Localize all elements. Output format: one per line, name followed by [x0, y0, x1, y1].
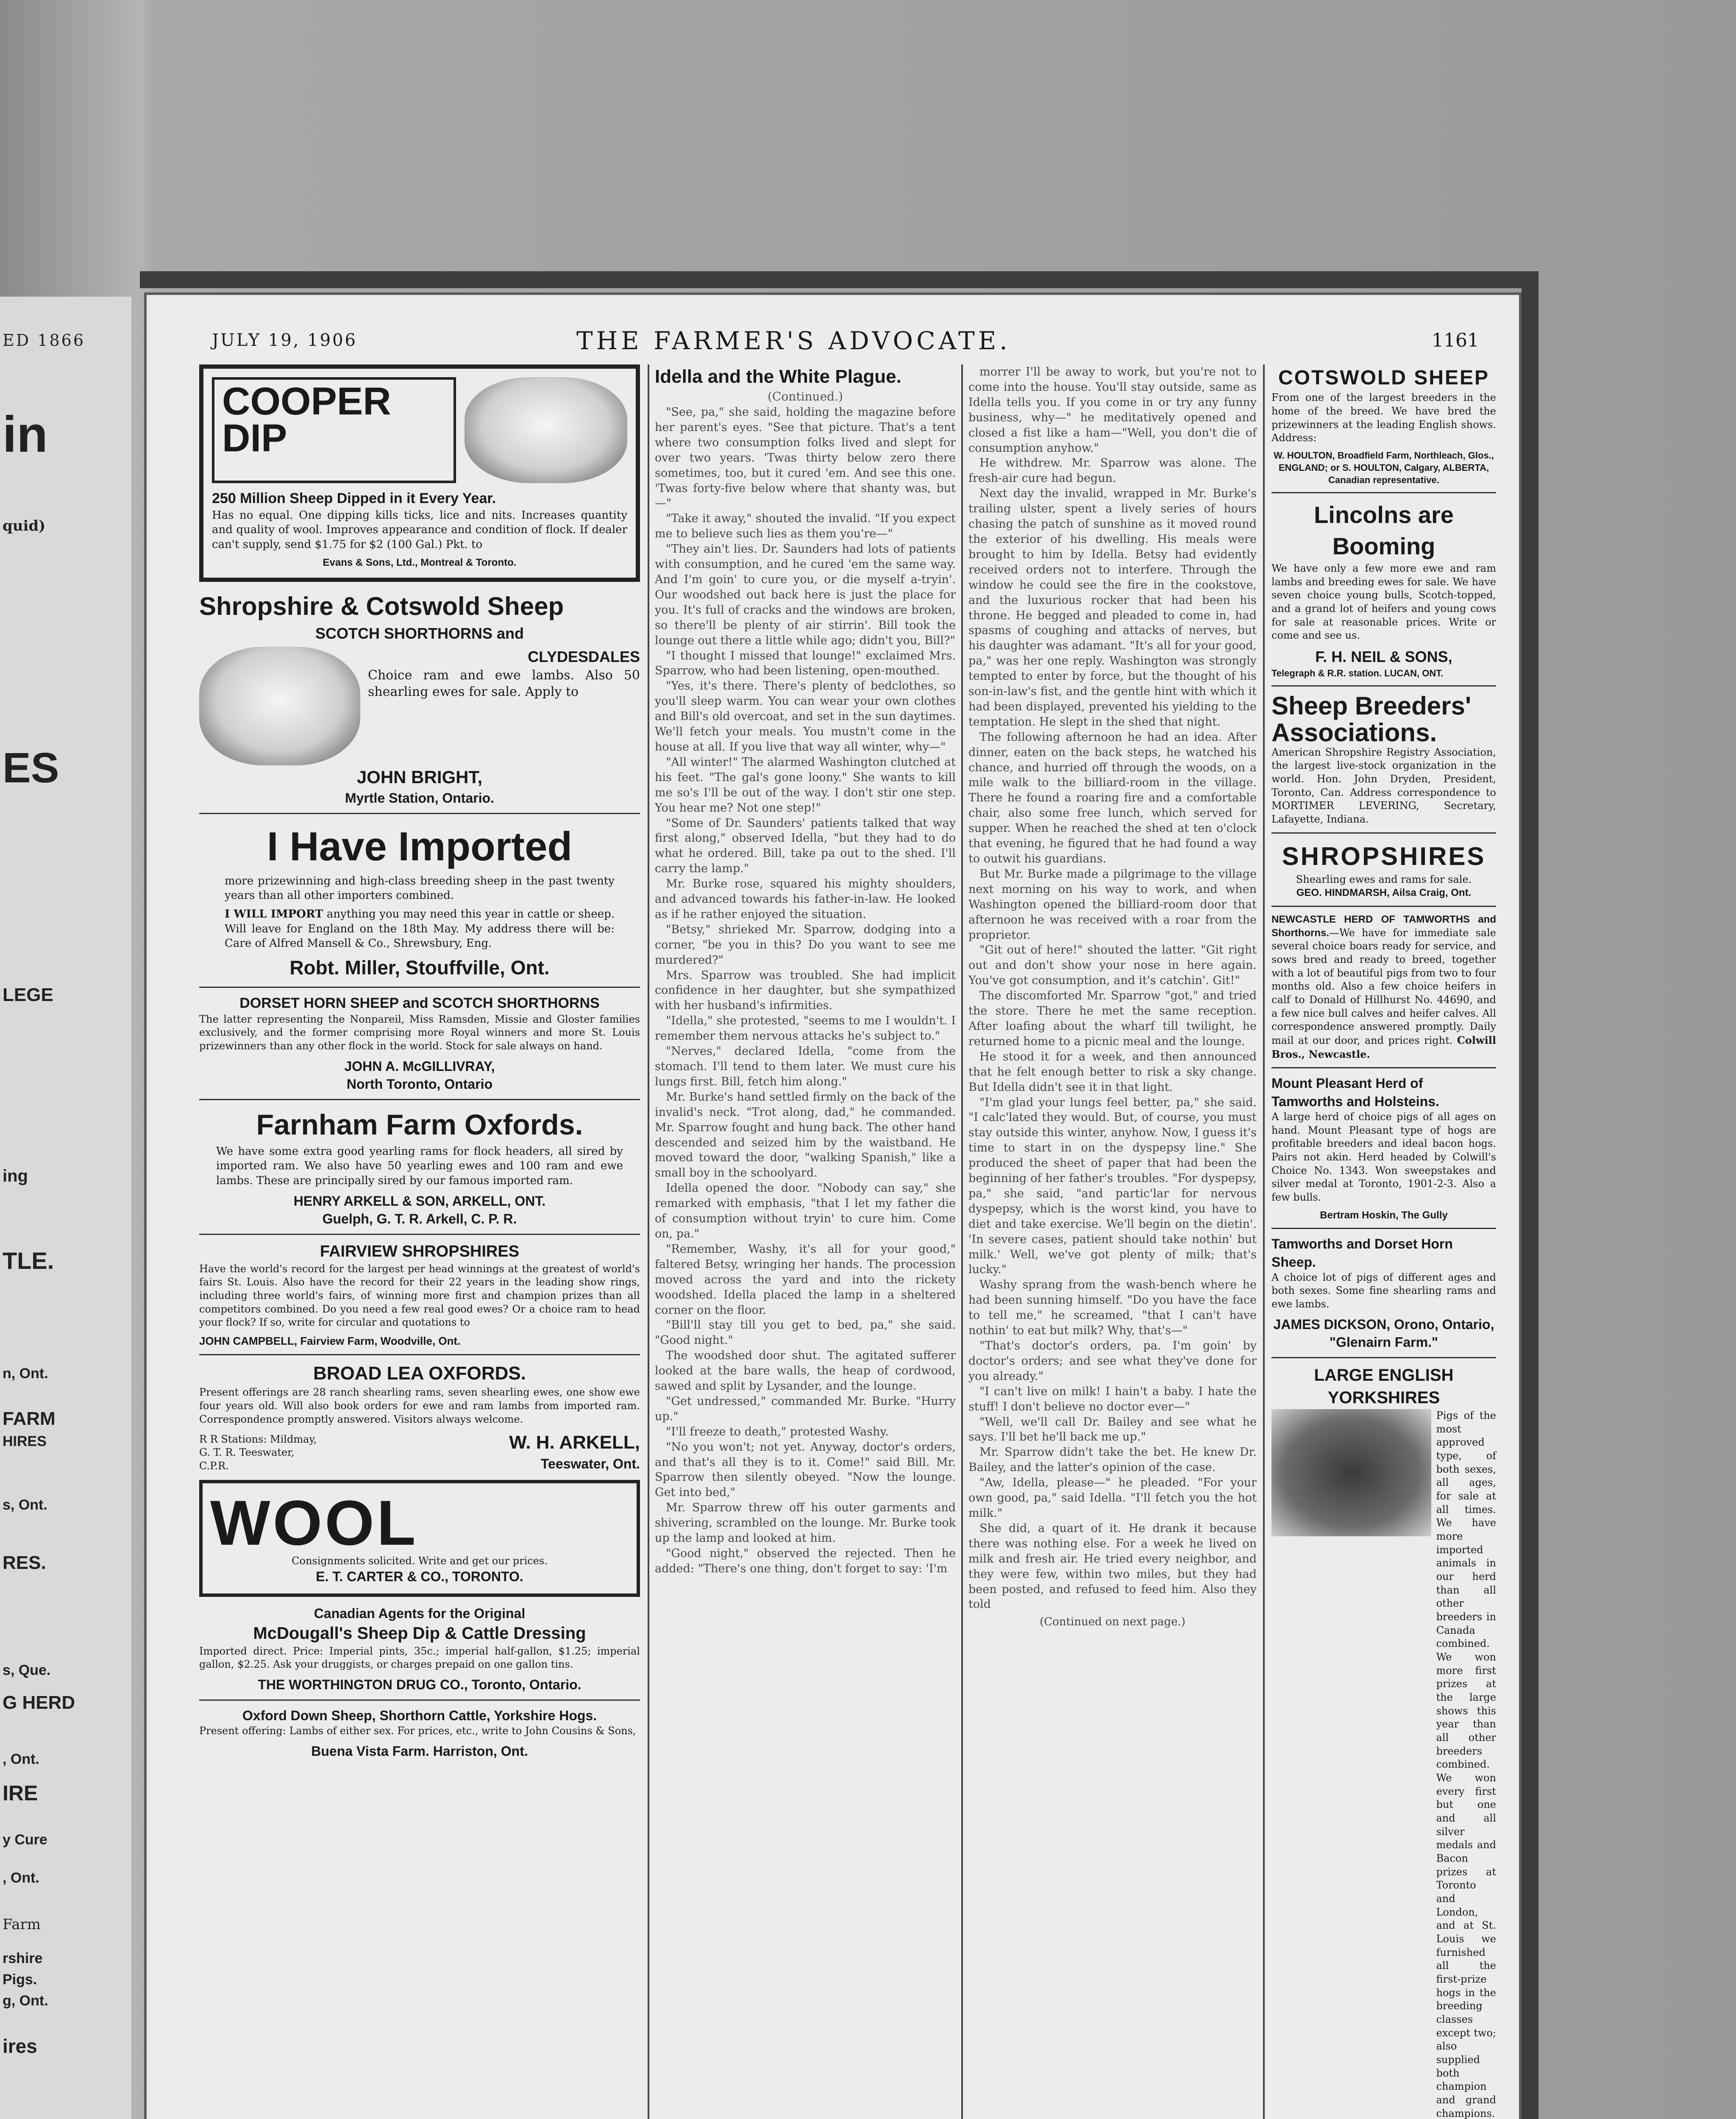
story-paragraph: Next day the invalid, wrapped in Mr. Burke's trailing ulster, spent a lively series of hours chasing the patch of sunshine as it moved round the exterior of his dwelling. His meals were brought to him by Idella. Betsy had evidently received orders not to interfere. Through the window he could see the fire in the cookstove, and the luxurious rocker that had been his throne. He begged and pleaded to come in, had spasms of coughing and attacks of nerves, but his daughter was adamant. "It's all for your good, pa," was her one reply. Washington was strongly tempted to enter by force, but the thought of his son-in-law's fist, and the gentle hint with which it had been displayed, prevented his yielding to the temptation. He slept in the shed that night. [968, 487, 1257, 729]
story-subtitle: (Continued.) [768, 389, 843, 404]
prev-fragment: FARM [3, 1408, 56, 1429]
prev-fragment: HIRES [3, 1433, 47, 1449]
story-paragraph: Mr. Burke rose, squared his mighty shoulders, and advanced towards his father-in-law. He looked as if he rather enjoyed the situation. [655, 877, 956, 921]
newcastle-body: —We have for immediate sale several choice boars ready for service, and sows bred and ready to breed, together with a lot of beautiful pigs from two to four months old. Also a few choice heifers in calf to Donald of Hillhurst No. 44690, and a few nice bull calves and heifer calves. All correspondence answered promptly. Daily mail at our door, and prices right. [1271, 926, 1496, 1047]
shropshire-cotswold-ad [199, 590, 640, 806]
prev-fragment: s, Ont. [3, 1497, 47, 1513]
story-body [968, 364, 1257, 1612]
story-paragraph: "Aw, Idella, please—" he pleaded. "For your own good, pa," said Idella. "I'll fetch you the hot milk." [968, 1476, 1257, 1520]
story-paragraph: Mr. Sparrow didn't take the bet. He knew Dr. Bailey, and the latter's opinion of the case. [968, 1446, 1257, 1474]
story-paragraph: "Get undressed," commanded Mr. Burke. "Hurry up." [655, 1394, 956, 1423]
cotswold-title: COTSWOLD SHEEP [1278, 367, 1490, 389]
dorset-title: DORSET HORN SHEEP and SCOTCH SHORTHORNS [239, 995, 600, 1011]
lincolns-ad [1271, 499, 1496, 679]
mount-pleasant-body: A large herd of choice pigs of all ages on hand. Mount Pleasant type of hogs are profitable breeders and ideal bacon hogs. Pairs not akin. Herd headed by Colwill's Choice No. 1343. Won sweepstakes and silver medal at Toronto, 1901-2-3. Also a few bulls. [1271, 1110, 1496, 1203]
broad-lea-stations: R R Stations: Mildmay, G. T. R. Teeswater, C.P.R. [199, 1433, 317, 1472]
shropshire-place: Myrtle Station, Ontario. [345, 790, 495, 806]
story-paragraph: Washy sprang from the wash-bench where he had been sunning himself. "Do you have the face to tell me," he screamed, "that I can't have nothin' to eat but milk? Why, that's—" [968, 1278, 1257, 1338]
broad-lea-body: Present offerings are 28 ranch shearling rams, seven shearling ewes, one show ewe four years old. Will also book orders for ewe and ram lambs from imported ram. Correspondence promptly answered. Visitors always welcome. [199, 1386, 640, 1425]
newcastle-advertiser: Colwill Bros., Newcastle. [1271, 1034, 1497, 1060]
page-header [212, 326, 1479, 355]
tamworths-dorset-title: Tamworths and Dorset Horn Sheep. [1271, 1236, 1453, 1270]
prev-fragment: Farm [3, 1916, 41, 1933]
newcastle-ad [1271, 913, 1496, 1061]
wool-title: WOOL [210, 1487, 418, 1558]
story-paragraph: "No you won't; not yet. Anyway, doctor's orders, and that's all they is to it. Come!" said Bill. Mr. Sparrow then silently obeyed. "Now the lounge. Get into bed," [655, 1440, 956, 1499]
imported-body-2: anything you may need this year in cattle or sheep. Will leave for England on the 18th May. My address there will be: Care of Alfred Mansell & Co., Shrewsbury, Eng. [225, 908, 615, 950]
farnham-title: Farnham Farm Oxfords. [256, 1109, 583, 1141]
story-paragraph: Mrs. Sparrow was troubled. She had implicit confidence in her daughter, but she sympathized with her husband's infirmities. [655, 968, 956, 1012]
story-paragraph: "Betsy," shrieked Mr. Sparrow, dodging into a corner, "be you in this? Do you want to see me murdered?" [655, 923, 956, 967]
newcastle-title: NEWCASTLE HERD OF TAMWORTHS and Shorthorns. [1271, 914, 1496, 939]
story-paragraph: "All winter!" The alarmed Washington clutched at his feet. "The gal's gone loony." She wants to kill me so's I'll be out of the way. I don't stir one step. You hear me? Not one step!" [655, 755, 956, 815]
cotswold-body: From one of the largest breeders in the home of the breed. We have bred the prizewinners at the leading English shows. Address: [1271, 392, 1496, 444]
dorset-horn-ad [199, 994, 640, 1093]
story-paragraph: "Good night," observed the rejected. Then he added: "There's one thing, don't forget to say: 'I'm [655, 1547, 956, 1575]
story-paragraph: "I thought I missed that lounge!" exclaimed Mrs. Sparrow, who had been listening, open-mouthed. [655, 649, 956, 678]
story-paragraph: "Remember, Washy, it's all for your good," faltered Betsy, wringing her hands. The procession moved across the yard and into the rickety woodshed. Idella placed the lamp in a sheltered corner on the floor. [655, 1242, 956, 1317]
oxford-down-body: Present offering: Lambs of either sex. For prices, etc., write to John Cousins & Sons, [199, 1725, 636, 1737]
story-paragraph: "I can't live on milk! I hain't a baby. I hate the stuff! I don't believe no doctor ever—" [968, 1385, 1257, 1413]
story-paragraph: Mr. Burke's hand settled firmly on the back of the invalid's neck. "Trot along, dad," he commanded. Mr. Sparrow fought and hung back. The other hand descended and seized him by the waistband. He moved toward the door, "walking Spanish," like a small boy in the schoolyard. [655, 1090, 956, 1180]
cooper-dip-ad [199, 364, 640, 582]
prev-fragment: G HERD [3, 1692, 75, 1713]
imported-ad [199, 820, 640, 981]
imported-body: more prizewinning and high-class breeding sheep in the past twenty years than all other importers combined. [225, 874, 615, 902]
story-paragraph: Mr. Sparrow threw off his outer garments and shivering, scrambled on the lounge. Mr. Burke took up the lamp and looked at him. [655, 1501, 956, 1545]
scanner-frame-top [140, 271, 1538, 288]
mount-pleasant-advertiser: Bertram Hoskin, The Gully [1320, 1209, 1448, 1221]
wool-body: Consignments solicited. Write and get our prices. [292, 1554, 548, 1567]
broad-lea-title: BROAD LEA OXFORDS. [313, 1363, 526, 1384]
pig-illustration [1271, 1409, 1431, 1536]
shropshire-title: Shropshire & Cotswold Sheep [199, 592, 564, 621]
lincolns-body: We have only a few more ewe and ram lambs and breeding ewes for sale. We have seven choice young bulls, Scotch-topped, and a grand lot of heifers and young cows for sale at reasonable prices. Write or come and see us. [1271, 562, 1496, 642]
broad-lea-advertiser: W. H. ARKELL, [509, 1432, 640, 1453]
prev-fragment: y Cure [3, 1832, 47, 1848]
prev-fragment: g, Ont. [3, 1993, 48, 2009]
mcdougall-lead: Canadian Agents for the Original [314, 1605, 526, 1621]
cooper-dip-body: Has no equal. One dipping kills ticks, lice and nits. Increases quantity and quality of wool. Improves appearance and condition of flock. If dealer can't supply, send $1.75 for $2 (100 Gal.) Pkt. to [212, 509, 627, 551]
sheep-breeders-body: American Shropshire Registry Association, the largest live-stock organization in the world. Hon. John Dryden, President, Toronto, Can. Address correspondence to MORTIMER LEVERING, Secretary, Lafayette, Indiana. [1271, 746, 1496, 825]
fairview-title: FAIRVIEW SHROPSHIRES [320, 1243, 520, 1261]
shropshires-title: SHROPSHIRES [1282, 842, 1486, 870]
advert-column-right [1271, 364, 1496, 2119]
dorset-advertiser: JOHN A. McGILLIVRAY, [344, 1058, 495, 1074]
column-rule [648, 364, 649, 2119]
shropshire-advertiser: JOHN BRIGHT, [356, 767, 483, 787]
story-paragraph: He withdrew. Mr. Sparrow was alone. The fresh-air cure had begun. [968, 456, 1257, 485]
story-paragraph: But Mr. Burke made a pilgrimage to the village next morning on his way to work, and when Washington opened the billiard-room door that afternoon he was received with a roar from the proprietor. [968, 867, 1257, 942]
issue-date: JULY 19, 1906 [212, 331, 357, 350]
farnham-place: Guelph, G. T. R. Arkell, C. P. R. [322, 1211, 517, 1227]
story-paragraph: "Some of Dr. Saunders' patients talked that way first along," observed Idella, "but they had to do what he ordered. Bill, take pa out to the shed. I'll carry the lamp." [655, 816, 956, 876]
farnham-advertiser: HENRY ARKELL & SON, ARKELL, ONT. [293, 1193, 546, 1209]
mcdougall-body: Imported direct. Price: Imperial pints, 35c.; imperial half-gallon, $1.25; imperial gallon, $2.25. Ask your druggists, or charges prepaid on one gallon tins. [199, 1645, 640, 1671]
broad-lea-place: Teeswater, Ont. [540, 1456, 640, 1472]
prev-fragment: LEGE [3, 984, 53, 1005]
story-paragraph: "I'm glad your lungs feel better, pa," she said. "I calc'lated they would. But, of course, you must stay outside this winter, anyhow. Now, I guess it's time to start in on the dyspepsy line." She produced the sheet of paper that had been the beginning of her father's troubles. "For dyspepsy, pa," she said, "and partic'lar for nervous dyspepsy, which is the worst kind, you have to diet and take exercise. We'll begin on the dietin'. 'In severe cases, patient should take nothin' but milk.' Well, we've got plenty of milk; that's lucky." [968, 1096, 1257, 1276]
prev-fragment: Pigs. [3, 1972, 37, 1988]
story-paragraph: Idella opened the door. "Nobody can say," she remarked with emphasis, "that I let my father die of consumption without tryin' to cure him. Come on, pa." [655, 1182, 956, 1240]
column-rule [961, 364, 963, 2119]
prev-fragment: IRE [3, 1781, 38, 1805]
story-paragraph: The discomforted Mr. Sparrow "got," and tried the store. There he met the same reception. After loafing about the wharf till twilight, he returned home to a picnic meal and the lounge. [968, 989, 1257, 1048]
advert-column-left [199, 364, 640, 1760]
prev-fragment: ES [3, 744, 59, 792]
story-paragraph: "Yes, it's there. There's plenty of bedclothes, so you'll sleep warm. You can wear your own clothes and Bill's old overcoat, and set in the sun daytimes. We'll fetch your meals. You mustn't come in the house at all. If you live that way all winter, why—" [655, 679, 956, 754]
dorset-place: North Toronto, Ontario [346, 1076, 493, 1092]
shropshires-body: Shearling ewes and rams for sale. [1296, 873, 1472, 885]
tamworths-dorset-advertiser: JAMES DICKSON, Orono, Ontario, [1273, 1316, 1494, 1332]
story-paragraph: He stood it for a week, and then announced that he felt enough better to risk a sky change. But Idella didn't see it in that light. [968, 1050, 1257, 1094]
story-paragraph: "Bill'll stay till you get to bed, pa," she said. "Good night." [655, 1318, 956, 1347]
story-paragraph: The following afternoon he had an idea. After dinner, eaten on the back steps, he watched his chance, and hurried off through the woods, on a mile walk to the billiard-room in the village. There he found a roaring fire and a comfortable chair, also some free lunch, which served for supper. When he reached the shed at ten o'clock that evening, he figured that he had found a way to outwit his guardians. [968, 730, 1257, 865]
story-body [655, 405, 956, 1577]
cooper-dip-title: COOPER DIP [212, 377, 456, 483]
story-paragraph: She did, a quart of it. He drank it because there was nothing else. For a week he lived on milk and fresh air. He tried every neighbor, and they were few, within two miles, but they had been posted, and refused to feed him. Also they told [968, 1521, 1257, 1611]
large-english-yorkshires-ad [1271, 1364, 1496, 2119]
story-column-1 [655, 364, 956, 1577]
tamworths-dorset-place: "Glenairn Farm." [1329, 1335, 1438, 1350]
shropshire-subtitle: SCOTCH SHORTHORNS and [315, 624, 524, 642]
oxford-down-title: Oxford Down Sheep, Shorthorn Cattle, Yorkshire Hogs. [242, 1708, 597, 1724]
sheep-illustration [199, 647, 360, 765]
shropshires-ad [1271, 840, 1496, 900]
imported-lead: I WILL IMPORT [225, 908, 323, 921]
scanner-frame-right [1522, 271, 1538, 2119]
large-english-body: Pigs of the most approved type, of both sexes, all ages, for sale at all times. We have more imported animals in our herd than all other breeders in Canada combined. We won more first prizes at the large shows this year than all other breeders combined. We won every first but one and all silver medals and Bacon prizes at Toronto and London, and at St. Louis we furnished all the first-prize hogs in the breeding classes except two; also supplied both champion and grand champions. [1436, 1409, 1496, 2119]
prev-fragment: , Ont. [3, 1751, 39, 1767]
lincolns-place: Telegraph & R.R. station. LUCAN, ONT. [1271, 667, 1444, 679]
story-continued-note: (Continued on next page.) [1040, 1616, 1185, 1629]
story-paragraph: "Well, we'll call Dr. Bailey and see what he says. I'll bet he'll back me up." [968, 1415, 1257, 1444]
imported-title: I Have Imported [267, 823, 573, 869]
sheep-breeders-title: Sheep Breeders' Associations. [1271, 691, 1472, 747]
cotswold-ad [1271, 364, 1496, 486]
prev-fragment: quid) [3, 517, 46, 534]
story-paragraph: "See, pa," she said, holding the magazine before her parent's eyes. "See that picture. That's a tent where two consumption folks lived and slept for over two years. 'Twas thirty below zero there sometimes, too, but it cured 'em. And see this one. 'Twas forty-five below where that shanty was, but—" [655, 406, 956, 510]
newspaper-page [144, 292, 1522, 2119]
story-paragraph: "Git out of here!" shouted the latter. "Git right out and don't show your nose in here again. You've got consumption, and it's catchin'. Git!" [968, 943, 1257, 987]
dorset-body: The latter representing the Nonpareil, Miss Ramsden, Missie and Gloster families exclusively, and the former comprising more Royal winners and more St. Louis prizewinners than any other flock in the world. Stock for sale always on hand. [199, 1013, 640, 1052]
mcdougall-company: THE WORTHINGTON DRUG CO., Toronto, Ontario. [258, 1677, 581, 1692]
imported-signature: Robt. Miller, Stouffville, Ont. [289, 957, 550, 979]
cooper-dip-agent: Evans & Sons, Ltd., Montreal & Toronto. [323, 556, 517, 568]
mount-pleasant-ad [1271, 1074, 1496, 1222]
page-number: 1161 [1432, 330, 1479, 351]
shropshire-body: Choice ram and ewe lambs. Also 50 shearling ewes for sale. Apply to [368, 667, 640, 700]
story-paragraph: "Idella," she protested, "seems to me I wouldn't. I remember them nervous attacks he's subject to." [655, 1014, 956, 1043]
farnham-body: We have some extra good yearling rams for flock headers, all sired by imported ram. We also have 50 yearling ewes and 100 ram and ewe lambs. These are principally sired by our famous imported ram. [216, 1145, 623, 1187]
mount-pleasant-title: Mount Pleasant Herd of Tamworths and Holsteins. [1271, 1076, 1439, 1109]
prev-fragment: rshire [3, 1950, 43, 1966]
shropshire-subtitle-2: CLYDESDALES [528, 648, 640, 666]
mcdougall-title: McDougall's Sheep Dip & Cattle Dressing [253, 1624, 586, 1643]
story-paragraph: "Nerves," declared Idella, "come from the stomach. I'll tend to them later. We must cure his lungs first. Bill, fetch him along." [655, 1045, 956, 1088]
story-paragraph: "They ain't lies. Dr. Saunders had lots of patients with consumption, and he cured 'em the same way. And I'm goin' to cure you, or die myself a-tryin'. Our woodshed out back here is just the place for you. It's full of cracks and the windows are broken, so there'll be plenty of air stirrin'. Bill took the lounge out there a little while ago; didn't you, Bill?" [655, 542, 956, 647]
fairview-body: Have the world's record for the largest per head winnings at the greatest of world's fairs St. Louis. Also have the record for their 22 years in the leading show rings, including three world's fairs, of winning more first and champion prizes than all competitors combined. Do you need a few real good ewes? Or a choice ram to head your flock? If so, write for circular and quotations to [199, 1263, 640, 1329]
prev-fragment: s, Que. [3, 1662, 51, 1678]
sheep-breeders-ad [1271, 692, 1496, 826]
tamworths-dorset-ad [1271, 1235, 1496, 1351]
oxford-down-place: Buena Vista Farm. Harriston, Ont. [311, 1744, 528, 1759]
story-title: Idella and the White Plague. [655, 366, 901, 387]
story-paragraph: "I'll freeze to death," protested Washy. [666, 1425, 889, 1438]
oxford-down-ad [199, 1707, 640, 1760]
column-rule [1263, 364, 1265, 2119]
prev-fragment: ED 1866 [3, 331, 85, 350]
prev-fragment: ires [3, 2035, 37, 2057]
cotswold-advertiser: W. HOULTON, Broadfield Farm, Northleach, Glos., ENGLAND; or S. HOULTON, Calgary, ALBERTA, Canadian representative. [1274, 450, 1494, 486]
story-paragraph: "That's doctor's orders, pa. I'm goin' by doctor's orders; and see what they've done for you already." [968, 1339, 1257, 1383]
story-paragraph: The woodshed door shut. The agitated sufferer looked at the bare walls, the heap of cordwood, sawed and split by Lysander, and the lounge. [655, 1349, 956, 1393]
prev-fragment: ing [3, 1167, 28, 1185]
tamworths-dorset-body: A choice lot of pigs of different ages and both sexes. Some fine shearling rams and ewe lambs. [1271, 1271, 1496, 1310]
prev-fragment: n, Ont. [3, 1365, 48, 1382]
story-paragraph: morrer I'll be away to work, but you're not to come into the house. You'll stay outside, same as Idella tells you. If you come in or try any funny business, why—" he meditatively opened and closed a fist like a ham—"Well, you don't die of consumption anyhow." [968, 365, 1257, 455]
sheep-illustration [465, 377, 627, 483]
prev-fragment: RES. [3, 1552, 46, 1573]
prev-fragment: in [3, 406, 48, 463]
broad-lea-ad [199, 1361, 640, 1473]
farnham-farm-ad [199, 1106, 640, 1228]
previous-page-fragment [0, 297, 131, 2119]
story-column-2 [968, 364, 1257, 1630]
newspaper-title: THE FARMER'S ADVOCATE. [576, 326, 1011, 355]
lincolns-advertiser: F. H. NEIL & SONS, [1315, 648, 1452, 665]
mcdougall-ad [199, 1605, 640, 1694]
large-english-title: LARGE ENGLISH YORKSHIRES [1314, 1366, 1454, 1407]
shropshires-advertiser: GEO. HINDMARSH, Ailsa Craig, Ont. [1296, 887, 1472, 899]
fairview-ad [199, 1241, 640, 1348]
story-paragraph: "Take it away," shouted the invalid. "If you expect me to believe such lies as them you're—" [655, 512, 956, 541]
prev-fragment: TLE. [3, 1247, 54, 1274]
wool-advertiser: E. T. CARTER & CO., TORONTO. [316, 1569, 523, 1585]
fairview-advertiser: JOHN CAMPBELL, Fairview Farm, Woodville, Ont. [199, 1334, 461, 1347]
lincolns-title: Lincolns are Booming [1314, 501, 1454, 560]
prev-fragment: , Ont. [3, 1870, 39, 1886]
cooper-dip-tagline: 250 Million Sheep Dipped in it Every Year. [212, 490, 496, 506]
wool-ad [199, 1480, 640, 1597]
